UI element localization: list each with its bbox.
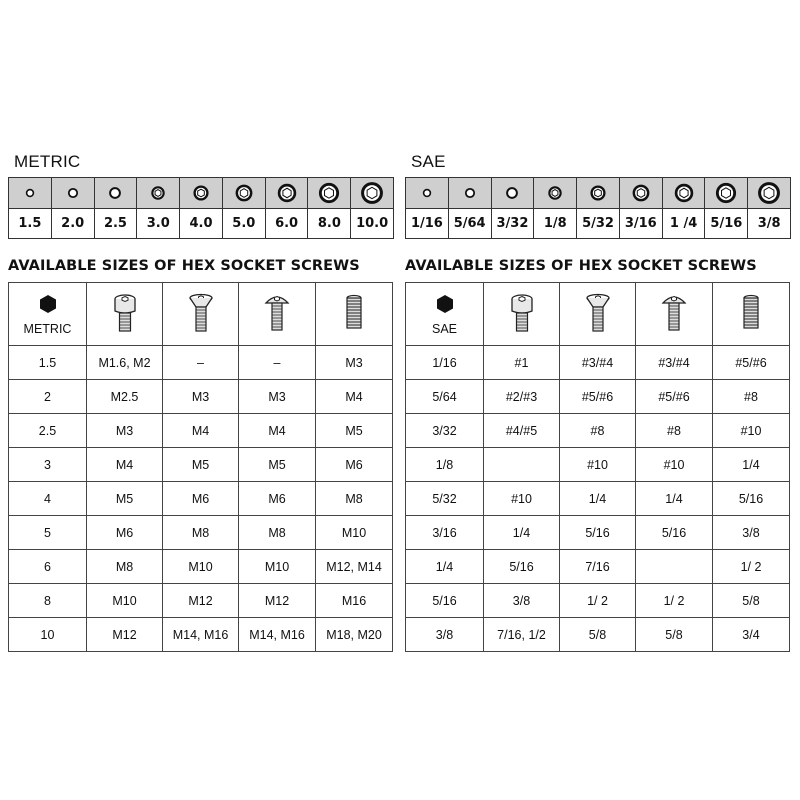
screw-size-cell: M12 <box>163 584 239 618</box>
screw-size-cell: #10 <box>636 448 713 482</box>
key-size-cell: 1.5 <box>9 346 87 380</box>
column-header <box>239 283 316 346</box>
hex-bit <box>51 178 94 238</box>
screw-size-cell: M4 <box>163 414 239 448</box>
sae-bit-strip <box>405 177 791 239</box>
metric-title: METRIC <box>14 152 81 171</box>
key-size-cell: 3/32 <box>406 414 484 448</box>
screw-size-cell: M5 <box>163 448 239 482</box>
hex-bit-icon <box>620 178 662 209</box>
table-row <box>406 414 790 448</box>
key-size-cell: 5/16 <box>406 584 484 618</box>
flat-head-screw-icon <box>585 293 611 336</box>
screw-size-cell: M14, M16 <box>239 618 316 652</box>
hex-bit-size-label: 5/64 <box>453 216 486 231</box>
key-size-cell: 8 <box>9 584 87 618</box>
hex-bit-size-label: 1 /4 <box>669 216 698 231</box>
table-row <box>9 448 393 482</box>
screw-size-cell: #8 <box>713 380 790 414</box>
column-header <box>316 283 393 346</box>
screw-size-cell: M3 <box>239 380 316 414</box>
column-header <box>560 283 636 346</box>
hex-bit-size-label: 1.5 <box>18 216 42 231</box>
column-header <box>713 283 790 346</box>
table-row <box>406 346 790 380</box>
screw-size-cell: M4 <box>316 380 393 414</box>
screw-size-cell <box>636 550 713 584</box>
hex-bit-size-label: 5.0 <box>232 216 256 231</box>
screw-size-cell: #10 <box>560 448 636 482</box>
table-row <box>406 516 790 550</box>
hex-bit-icon <box>308 178 350 209</box>
screw-size-cell: M3 <box>316 346 393 380</box>
hex-bit <box>406 178 448 238</box>
screw-size-cell: M3 <box>163 380 239 414</box>
hex-bit-icon <box>449 178 491 209</box>
hex-bit-size-label: 2.5 <box>103 216 127 231</box>
table-header-row <box>406 283 790 346</box>
table-row <box>9 516 393 550</box>
hex-bit-size-label: 5/32 <box>582 216 614 231</box>
hex-bit <box>662 178 705 238</box>
screw-size-cell: M10 <box>316 516 393 550</box>
hex-bit-size-label: 1/16 <box>410 216 443 231</box>
hex-bit-size-label: 3/8 <box>757 216 781 231</box>
screw-size-cell: 1/4 <box>713 448 790 482</box>
hex-bit <box>222 178 265 238</box>
column-header <box>9 283 87 346</box>
table-header-row <box>9 283 393 346</box>
table-row <box>406 448 790 482</box>
screw-size-cell: – <box>163 346 239 380</box>
screw-size-cell: M1.6, M2 <box>87 346 163 380</box>
hex-bit-size-label: 3.0 <box>146 216 170 231</box>
screw-size-cell: M8 <box>87 550 163 584</box>
hex-bit-size-label: 3/32 <box>496 216 529 231</box>
set-screw-icon <box>740 293 762 336</box>
hex-bit <box>448 178 491 238</box>
hex-bit-size-label: 5/16 <box>710 216 743 231</box>
column-header <box>163 283 239 346</box>
column-header <box>87 283 163 346</box>
screw-size-cell: M5 <box>239 448 316 482</box>
screw-size-cell: 5/8 <box>713 584 790 618</box>
hex-bit <box>350 178 393 238</box>
key-size-cell: 2.5 <box>9 414 87 448</box>
table-row <box>406 380 790 414</box>
set-screw-icon <box>343 293 365 336</box>
hex-bit <box>9 178 51 238</box>
screw-size-cell: 1/4 <box>484 516 560 550</box>
key-size-cell: 3/16 <box>406 516 484 550</box>
screw-size-cell: #3/#4 <box>560 346 636 380</box>
table-row <box>9 414 393 448</box>
screw-size-cell: #8 <box>560 414 636 448</box>
screw-size-cell: M3 <box>87 414 163 448</box>
hex-bit-icon <box>492 178 534 209</box>
table-row <box>9 618 393 652</box>
table-row <box>406 584 790 618</box>
hex-key-icon <box>434 293 456 318</box>
key-size-cell: 5/32 <box>406 482 484 516</box>
table-row <box>9 482 393 516</box>
key-size-cell: 1/8 <box>406 448 484 482</box>
screw-size-cell: 5/16 <box>636 516 713 550</box>
hex-bit <box>136 178 179 238</box>
hex-bit-icon <box>705 178 747 209</box>
screw-size-cell: 1/4 <box>560 482 636 516</box>
table-row <box>406 482 790 516</box>
hex-bit-icon <box>95 178 137 209</box>
screw-size-cell: M5 <box>316 414 393 448</box>
screw-size-cell: #5/#6 <box>560 380 636 414</box>
screw-size-cell: 3/8 <box>484 584 560 618</box>
hex-bit <box>747 178 790 238</box>
socket-cap-screw-icon <box>509 293 535 336</box>
screw-size-cell: #3/#4 <box>636 346 713 380</box>
screw-size-cell: 1/ 2 <box>713 550 790 584</box>
hex-bit <box>94 178 137 238</box>
screw-size-cell: M2.5 <box>87 380 163 414</box>
screw-size-cell: M8 <box>239 516 316 550</box>
key-size-cell: 1/16 <box>406 346 484 380</box>
hex-bit <box>179 178 222 238</box>
key-size-cell: 5 <box>9 516 87 550</box>
screw-size-cell: M4 <box>239 414 316 448</box>
hex-bit <box>619 178 662 238</box>
screw-size-cell: – <box>239 346 316 380</box>
key-size-cell: 3/8 <box>406 618 484 652</box>
screw-size-cell: M5 <box>87 482 163 516</box>
key-size-cell: 6 <box>9 550 87 584</box>
screw-size-cell: 3/4 <box>713 618 790 652</box>
key-size-cell: 10 <box>9 618 87 652</box>
metric-table-title: AVAILABLE SIZES OF HEX SOCKET SCREWS <box>8 258 360 274</box>
table-row <box>9 380 393 414</box>
table-row <box>406 618 790 652</box>
hex-bit-icon <box>351 178 393 209</box>
screw-size-cell: M12 <box>239 584 316 618</box>
hex-bit-size-label: 1/8 <box>543 216 567 231</box>
key-size-cell: 3 <box>9 448 87 482</box>
sae-title: SAE <box>411 152 446 171</box>
screw-size-cell: 5/16 <box>560 516 636 550</box>
screw-size-cell: M18, M20 <box>316 618 393 652</box>
screw-size-cell: 1/ 2 <box>560 584 636 618</box>
key-size-cell: 1/4 <box>406 550 484 584</box>
button-head-screw-icon <box>661 293 687 336</box>
size-column-label: SAE <box>431 321 457 336</box>
hex-bit <box>265 178 308 238</box>
column-header <box>406 283 484 346</box>
hex-bit-size-label: 2.0 <box>61 216 85 231</box>
hex-bit-icon <box>266 178 308 209</box>
screw-size-cell: #2/#3 <box>484 380 560 414</box>
hex-key-icon <box>37 293 59 318</box>
hex-bit-icon <box>180 178 222 209</box>
screw-size-cell <box>484 448 560 482</box>
screw-size-cell: M10 <box>239 550 316 584</box>
screw-size-cell: #5/#6 <box>636 380 713 414</box>
screw-size-cell: #10 <box>484 482 560 516</box>
screw-size-cell: 1/ 2 <box>636 584 713 618</box>
screw-size-cell: M10 <box>163 550 239 584</box>
screw-size-cell: 5/16 <box>713 482 790 516</box>
screw-size-cell: M14, M16 <box>163 618 239 652</box>
hex-bit-icon <box>534 178 576 209</box>
hex-bit-icon <box>137 178 179 209</box>
screw-size-cell: #4/#5 <box>484 414 560 448</box>
hex-bit-icon <box>663 178 705 209</box>
screw-size-cell: 1/4 <box>636 482 713 516</box>
screw-size-cell: M16 <box>316 584 393 618</box>
screw-size-cell: #5/#6 <box>713 346 790 380</box>
hex-bit-icon <box>748 178 790 209</box>
button-head-screw-icon <box>264 293 290 336</box>
hex-bit-size-label: 3/16 <box>624 216 657 231</box>
hex-bit-size-label: 6.0 <box>275 216 299 231</box>
key-size-cell: 4 <box>9 482 87 516</box>
sae-table-title: AVAILABLE SIZES OF HEX SOCKET SCREWS <box>405 258 757 274</box>
hex-bit-icon <box>9 178 51 209</box>
table-row <box>9 584 393 618</box>
screw-size-cell: 5/8 <box>636 618 713 652</box>
screw-size-cell: M10 <box>87 584 163 618</box>
hex-bit <box>533 178 576 238</box>
hex-bit-icon <box>577 178 619 209</box>
hex-bit-size-label: 4.0 <box>189 216 213 231</box>
screw-size-cell: M4 <box>87 448 163 482</box>
column-header <box>484 283 560 346</box>
metric-size-table <box>8 282 393 652</box>
screw-size-cell: M6 <box>87 516 163 550</box>
screw-size-cell: 5/8 <box>560 618 636 652</box>
metric-bit-strip <box>8 177 394 239</box>
hex-bit-size-label: 8.0 <box>317 216 341 231</box>
screw-size-cell: #8 <box>636 414 713 448</box>
screw-size-cell: M6 <box>163 482 239 516</box>
hex-bit <box>576 178 619 238</box>
screw-size-cell: 7/16 <box>560 550 636 584</box>
table-row <box>406 550 790 584</box>
screw-size-cell: M6 <box>316 448 393 482</box>
screw-size-cell: M12 <box>87 618 163 652</box>
screw-size-cell: #1 <box>484 346 560 380</box>
sae-size-table <box>405 282 790 652</box>
hex-bit-icon <box>406 178 448 209</box>
screw-size-cell: M12, M14 <box>316 550 393 584</box>
table-row <box>9 550 393 584</box>
hex-bit <box>307 178 350 238</box>
screw-size-cell: M6 <box>239 482 316 516</box>
screw-size-cell: M8 <box>316 482 393 516</box>
table-row <box>9 346 393 380</box>
screw-size-cell: M8 <box>163 516 239 550</box>
key-size-cell: 5/64 <box>406 380 484 414</box>
column-header <box>636 283 713 346</box>
screw-size-cell: 7/16, 1/2 <box>484 618 560 652</box>
flat-head-screw-icon <box>188 293 214 336</box>
hex-bit-icon <box>223 178 265 209</box>
socket-cap-screw-icon <box>112 293 138 336</box>
hex-bit-icon <box>52 178 94 209</box>
screw-size-cell: 5/16 <box>484 550 560 584</box>
key-size-cell: 2 <box>9 380 87 414</box>
hex-bit-size-label: 10.0 <box>356 216 389 231</box>
size-column-label: METRIC <box>23 321 72 336</box>
hex-bit <box>704 178 747 238</box>
screw-size-cell: 3/8 <box>713 516 790 550</box>
hex-bit <box>491 178 534 238</box>
screw-size-cell: #10 <box>713 414 790 448</box>
